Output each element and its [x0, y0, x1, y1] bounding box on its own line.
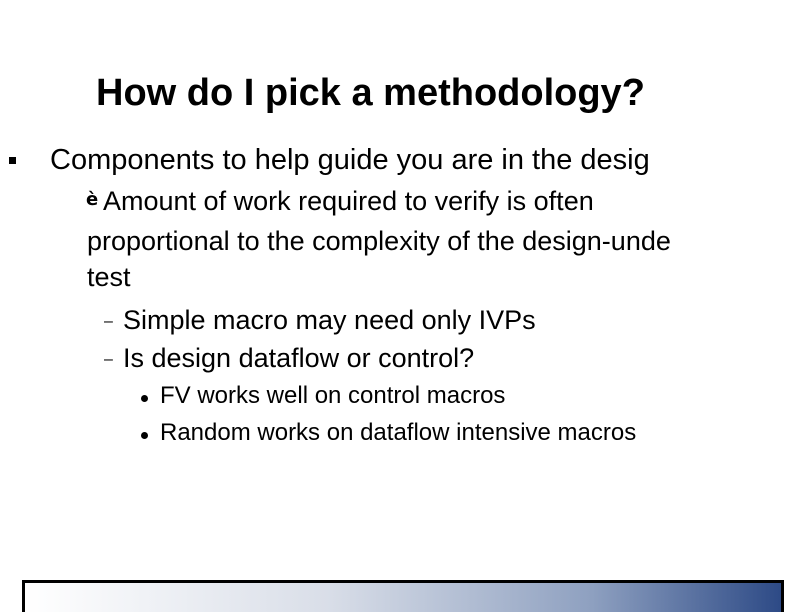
dash-bullet-icon: –	[104, 313, 113, 330]
bullet-level4-b: Random works on dataflow intensive macros	[160, 419, 637, 446]
dash-bullet-icon: –	[104, 351, 113, 368]
bullet-level1: Components to help guide you are in the desig	[50, 144, 650, 176]
dot-bullet-icon	[141, 432, 148, 439]
footer-bar	[22, 580, 784, 612]
bullet-level4-a: FV works well on control macros	[160, 382, 506, 409]
bullet-level3-a: Simple macro may need only IVPs	[123, 305, 536, 335]
slide-title: How do I pick a methodology?	[96, 72, 645, 114]
bullet-level2-line1: Amount of work required to verify is often	[103, 186, 594, 216]
bullet-level3-b: Is design dataflow or control?	[123, 343, 475, 373]
bullet-level2-line2: proportional to the complexity of the design-unde	[87, 226, 671, 256]
arrow-bullet-icon: è	[86, 189, 99, 210]
square-bullet-icon	[9, 157, 16, 164]
bullet-level2-line3: test	[87, 262, 131, 292]
dot-bullet-icon	[141, 395, 148, 402]
